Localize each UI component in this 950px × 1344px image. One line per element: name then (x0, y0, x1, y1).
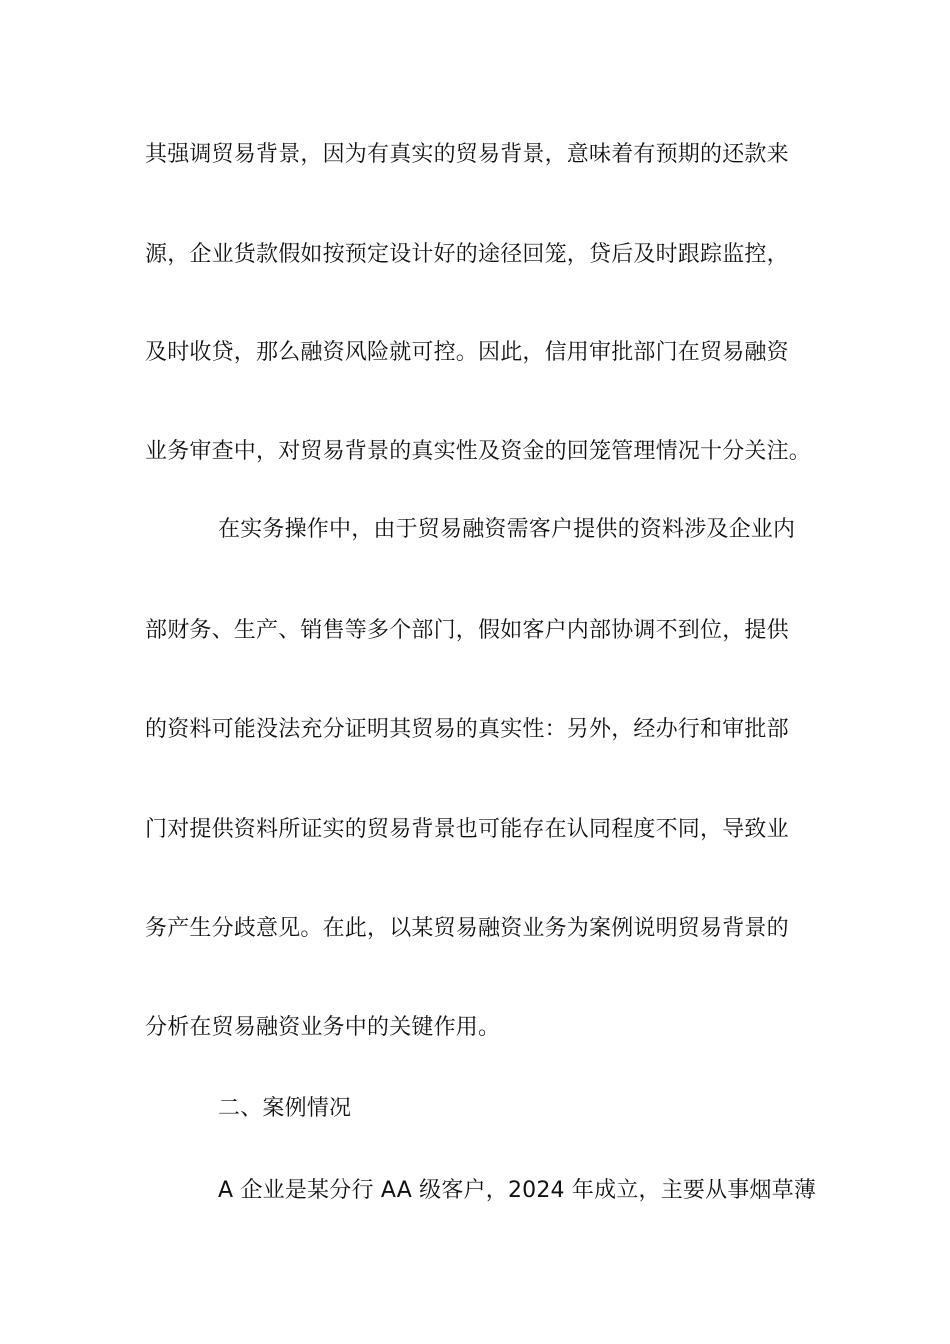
paragraph-line: 部财务、生产、销售等多个部门，假如客户内部协调不到位，提供 (145, 618, 789, 643)
paragraph-line: 源，企业货款假如按预定设计好的途径回笼，贷后及时跟踪监控， (145, 242, 789, 267)
paragraph-line: 务产生分歧意见。在此，以某贸易融资业务为案例说明贸易背景的 (145, 916, 789, 941)
paragraph-line: 在实务操作中，由于贸易融资需客户提供的资料涉及企业内 (218, 517, 796, 542)
paragraph-line: 门对提供资料所证实的贸易背景也可能存在认同程度不同，导致业 (145, 817, 789, 842)
paragraph-line: 分析在贸易融资业务中的关键作用。 (145, 1015, 501, 1040)
paragraph-line: 其强调贸易背景，因为有真实的贸易背景，意味着有预期的还款来 (145, 142, 789, 167)
paragraph-line: 及时收贷，那么融资风险就可控。因此，信用审批部门在贸易融资 (145, 340, 789, 365)
paragraph-line: 的资料可能没法充分证明其贸易的真实性：另外，经办行和审批部 (145, 717, 789, 742)
paragraph-line: 业务审查中，对贸易背景的真实性及资金的回笼管理情况十分关注。 (145, 439, 812, 464)
section-heading: 二、案例情况 (218, 1096, 352, 1121)
paragraph-line: A 企业是某分行 AA 级客户，2024 年成立，主要从事烟草薄 (218, 1178, 817, 1203)
